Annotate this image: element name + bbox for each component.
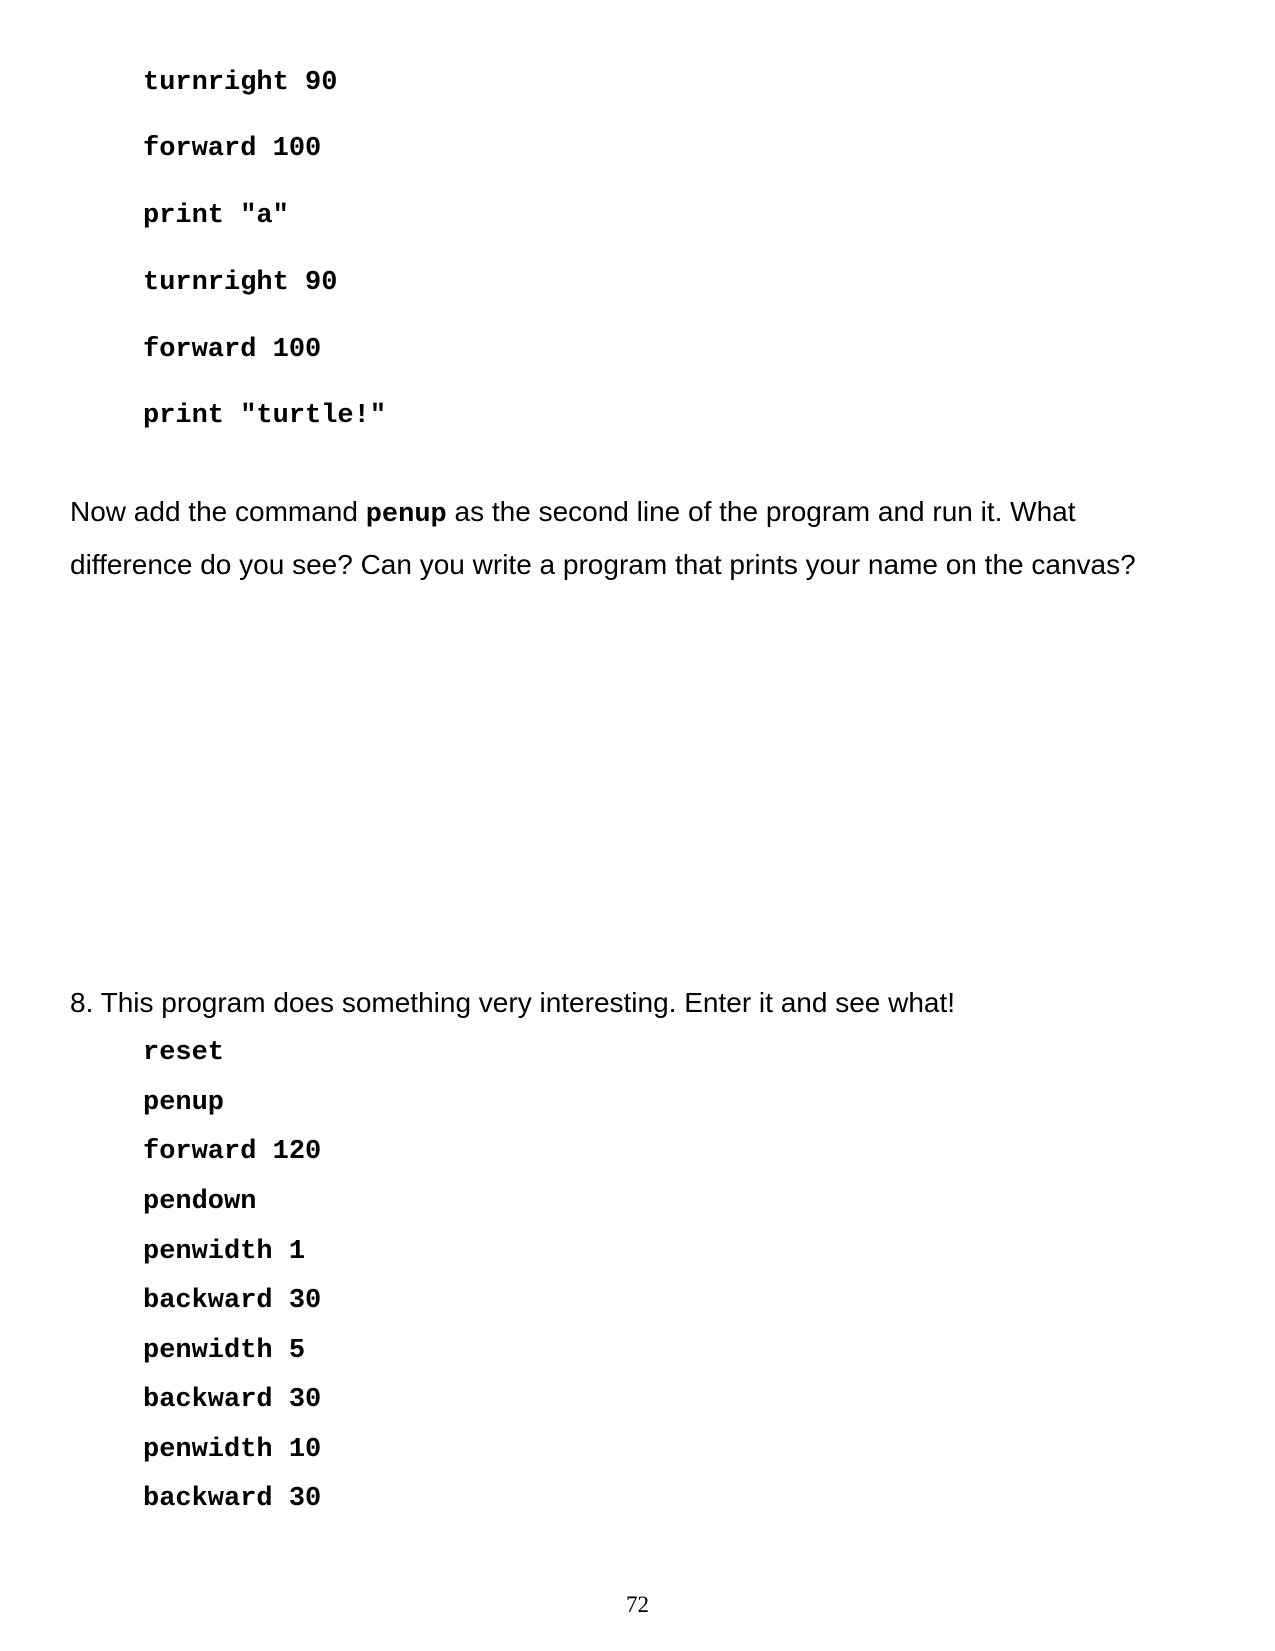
code-line: penwidth 10 [143,1435,322,1465]
code-line: penwidth 5 [143,1336,306,1366]
code-line: turnright 90 [143,68,338,98]
instruction-paragraph [70,487,1136,590]
paragraph-text: difference do you see? Can you write a program that prints your name on the canvas? [70,549,1136,580]
code-line: backward 30 [143,1286,322,1316]
exercise-8-heading: 8. This program does something very interesting. Enter it and see what! [70,987,956,1018]
code-line: turnright 90 [143,268,338,298]
paragraph-text: as the second line of the program and run it. What [446,496,1076,527]
code-line: print "turtle!" [143,401,387,431]
code-line: backward 30 [143,1385,322,1415]
page-number: 72 [626,1592,649,1617]
penup-keyword: penup [365,500,447,530]
code-line: pendown [143,1187,257,1217]
code-line: penwidth 1 [143,1237,306,1267]
code-line: forward 100 [143,335,322,365]
code-line: forward 100 [143,134,322,164]
code-line: forward 120 [143,1137,322,1167]
paragraph-text: Now add the command [70,496,366,527]
code-line: penup [143,1088,225,1118]
code-line: backward 30 [143,1484,322,1514]
code-line: reset [143,1038,225,1068]
code-line: print "a" [143,201,289,231]
